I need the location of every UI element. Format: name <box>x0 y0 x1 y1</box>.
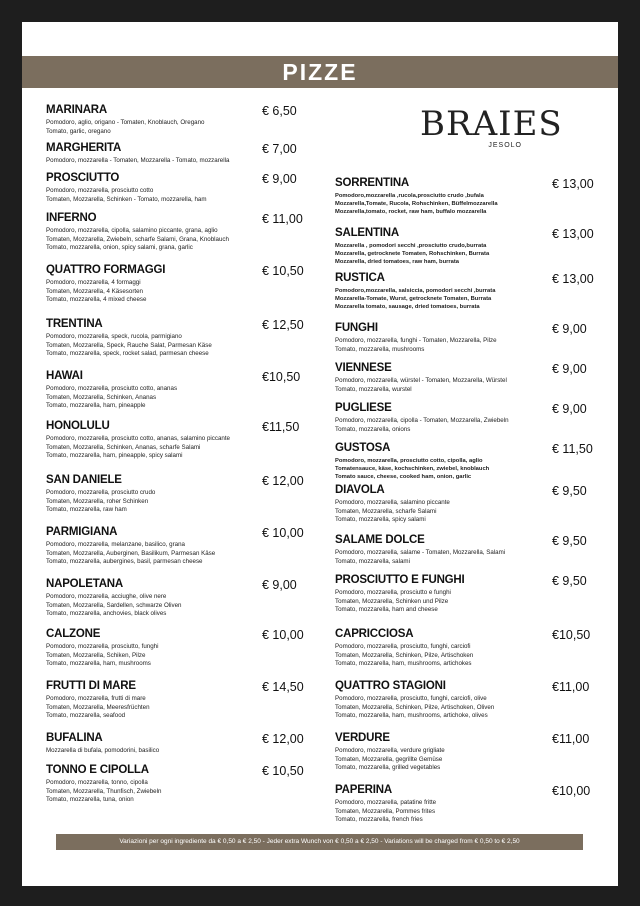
item-description <box>46 541 215 567</box>
description-line: Pomodoro, mozzarella, prosciutto cotto, ananas <box>46 385 178 392</box>
description-line: Tomato, mozzarella, ham and cheese <box>335 606 438 614</box>
description-line: Tomato, garlic, oregano <box>46 127 111 135</box>
description-line: Tomaten, Mozzarella, Pommes frites <box>335 807 436 815</box>
description-line: Tomato, mozzarella, 4 mixed cheese <box>46 296 147 304</box>
item-name: NAPOLETANA <box>46 578 124 590</box>
item-name: VIENNESE <box>335 362 392 374</box>
item-description <box>335 337 497 354</box>
description-line: Tomaten, Mozzarella, Sardellen, schwarze Oliven <box>46 601 182 609</box>
description-line: Pomodoro, mozzarella, salamino piccante <box>335 499 450 506</box>
description-line: Tomaten, Mozzarella, Schinken, Pilze, Artischoken <box>335 651 474 659</box>
item-description <box>46 489 155 515</box>
description-line: Pomodoro, mozzarella, speck, rucola, parmigiano <box>46 333 182 340</box>
item-price: € 10,50 <box>262 764 304 778</box>
description-line: Tomato, mozzarella, ham, pineapple <box>46 402 146 410</box>
description-line: Pomodoro, mozzarella, prosciutto cotto, cipolla, aglio <box>335 458 483 464</box>
item-price: € 14,50 <box>262 680 304 694</box>
item-price: €11,00 <box>552 732 590 746</box>
item-price: € 7,00 <box>262 142 297 156</box>
item-description <box>46 333 212 359</box>
description-line: Tomaten, Mozzarella, Thunfisch, Zwiebeln <box>46 787 162 795</box>
item-price: € 10,00 <box>262 526 304 540</box>
description-line: Pomodoro, mozzarella, prosciutto, funghi, carciofi <box>335 643 471 650</box>
description-line: Tomaten, Mozzarella, roher Schinken <box>46 497 149 505</box>
description-line: Tomaten, Mozzarella, Meeresfrüchten <box>46 703 150 711</box>
item-name: INFERNO <box>46 212 97 224</box>
description-line: Tomato, mozzarella, french fries <box>335 816 423 824</box>
description-line: Tomato, mozzarella, speck, rocket salad, parmesan cheese <box>46 350 209 358</box>
description-line: Tomaten, Mozzarella, Speck, Rauche Salat, Parmesan Käse <box>46 341 212 349</box>
item-name: MARINARA <box>46 104 108 116</box>
item-description <box>335 549 505 566</box>
description-line: Tomaten, Mozzarella, Schinken und Pilze <box>335 597 449 605</box>
description-line: Tomato, mozzarella, ham, mushrooms <box>46 660 151 668</box>
description-line: Tomaten, Mozzarella, Schiken, Pilze <box>46 651 146 659</box>
description-line: Pomodoro, mozzarella, funghi - Tomaten, Mozzarella, Pilze <box>335 337 497 344</box>
description-line: Pomodoro, mozzarella, würstel - Tomaten, Mozzarella, Würstel <box>335 377 507 384</box>
item-price: €10,00 <box>552 784 591 798</box>
description-line: Tomatensauce, käse, kochschinken, zwiebel, knoblauch <box>335 466 490 473</box>
description-line: Pomodoro, aglio, origano - Tomaten, Knoblauch, Oregano <box>46 119 205 126</box>
description-line: Tomato, mozzarella, anchovies, black olives <box>46 610 167 618</box>
item-price: € 9,00 <box>262 172 297 186</box>
description-line: Tomaten, Mozzarella, Schinken - Tomato, mozzarella, ham <box>46 195 207 203</box>
item-price: € 9,00 <box>552 362 587 376</box>
item-name: TONNO E CIPOLLA <box>46 764 149 776</box>
description-line: Tomaten, Mozzarella, gegrillte Gemüse <box>335 755 443 763</box>
item-description <box>335 589 451 615</box>
description-line: Tomato, mozzarella, mushrooms <box>335 345 425 353</box>
description-line: Tomato, mozzarella, ham, pineapple, spicy salami <box>46 452 183 460</box>
item-price: € 9,50 <box>552 534 587 548</box>
description-line: Tomato, mozzarella, grilled vegetables <box>335 764 441 772</box>
item-price: € 13,00 <box>552 227 594 241</box>
description-line: Pomodoro, mozzarella, verdure grigliate <box>335 747 445 754</box>
description-line: Pomodoro, mozzarella - Tomaten, Mozzarella - Tomato, mozzarella <box>46 157 230 164</box>
item-name: SORRENTINA <box>335 177 410 189</box>
description-line: Tomato, mozzarella, tuna, onion <box>46 796 134 804</box>
item-description <box>46 385 177 411</box>
item-price: €11,50 <box>262 420 300 434</box>
item-name: HONOLULU <box>46 420 110 432</box>
restaurant-logo <box>420 104 563 149</box>
item-description <box>46 187 206 204</box>
menu-page <box>22 22 618 886</box>
description-line: Tomato, mozzarella, salami <box>335 557 410 565</box>
item-name: PROSCIUTTO E FUNGHI <box>335 574 465 586</box>
description-line: Pomodoro, mozzarella, tonno, cipolla <box>46 779 148 786</box>
description-line: Pomodoro, mozzarella, salame - Tomaten, Mozzarella, Salami <box>335 549 506 556</box>
description-line: Pomodoro,mozzarella, salsiccia, pomodori secchi ,burrata <box>335 288 496 294</box>
item-price: € 9,50 <box>552 484 587 498</box>
description-line: Mozzarella, dried tomatoes, raw ham, burrata <box>335 259 460 266</box>
logo-main-text: BRAIES <box>420 104 563 144</box>
description-line: Mozzarella, getrocknete Tomaten, Rohschinken, Burrata <box>335 251 490 258</box>
item-description <box>46 227 229 253</box>
item-description <box>335 747 445 773</box>
item-description <box>335 242 489 267</box>
item-name: MARGHERITA <box>46 142 122 154</box>
item-description <box>335 417 509 434</box>
item-name: CAPRICCIOSA <box>335 628 414 640</box>
description-line: Pomodoro, mozzarella, cipolla, salamino piccante, grana, aglio <box>46 227 218 234</box>
item-description <box>46 279 146 305</box>
description-line: Pomodoro, mozzarella, melanzane, basilico, grana <box>46 541 185 548</box>
description-line: Pomodoro, mozzarella, cipolla - Tomaten, Mozzarella, Zwiebeln <box>335 417 509 424</box>
description-line: Pomodoro, mozzarella, patatine fritte <box>335 799 437 806</box>
item-price: € 13,00 <box>552 272 594 286</box>
item-description <box>335 287 495 312</box>
item-name: PARMIGIANA <box>46 526 118 538</box>
item-price: € 9,50 <box>552 574 587 588</box>
item-price: € 12,00 <box>262 732 304 746</box>
item-name: QUATTRO FORMAGGI <box>46 264 166 276</box>
item-name: SALENTINA <box>335 227 400 239</box>
item-description <box>335 377 507 394</box>
item-name: FRUTTI DI MARE <box>46 680 136 692</box>
item-price: € 9,00 <box>552 322 587 336</box>
item-name: PUGLIESE <box>335 402 392 414</box>
item-name: SAN DANIELE <box>46 474 122 486</box>
item-price: €10,50 <box>552 628 591 642</box>
item-name: VERDURE <box>335 732 390 744</box>
item-description <box>46 157 229 166</box>
item-description <box>46 435 230 461</box>
description-line: Tomato sauce, cheese, cooked ham, onion, garlic <box>335 474 472 481</box>
item-description <box>335 192 498 217</box>
description-line: Tomato, mozzarella, spicy salami <box>335 516 426 524</box>
description-line: Pomodoro, mozzarella, 4 formaggi <box>46 279 141 286</box>
item-name: PROSCIUTTO <box>46 172 120 184</box>
description-line: Pomodoro, mozzarella, prosciutto cotto <box>46 187 154 194</box>
item-price: € 12,50 <box>262 318 304 332</box>
description-line: Tomato, mozzarella, onions <box>335 425 411 433</box>
description-line: Tomato, mozzarella, raw ham <box>46 506 127 514</box>
description-line: Mozzarella di bufala, pomodorini, basilico <box>46 747 160 754</box>
item-name: TRENTINA <box>46 318 103 330</box>
item-description <box>335 499 450 525</box>
description-line: Tomato, mozzarella, ham, mushrooms, artichoke, olives <box>335 712 488 720</box>
item-description <box>46 119 204 136</box>
item-price: € 11,50 <box>552 442 593 456</box>
title-banner <box>22 56 618 88</box>
item-price: €10,50 <box>262 370 301 384</box>
description-line: Pomodoro,mozzarella ,rucola,prosciutto crudo ,bufala <box>335 193 484 199</box>
item-price: € 10,50 <box>262 264 304 278</box>
description-line: Pomodoro, mozzarella, prosciutto crudo <box>46 489 156 496</box>
item-price: € 11,00 <box>262 212 303 226</box>
item-description <box>335 457 489 482</box>
description-line: Tomaten, Mozzarella, 4 Käsesorten <box>46 287 143 295</box>
item-price: € 10,00 <box>262 628 304 642</box>
description-line: Mozzarella tomato, sausage, dried tomatoes, burrata <box>335 304 480 311</box>
description-line: Pomodoro, mozzarella, frutti di mare <box>46 695 146 702</box>
item-name: DIAVOLA <box>335 484 385 496</box>
description-line: Pomodoro, mozzarella, prosciutto, funghi <box>46 643 159 650</box>
footer-text: Variazioni per ogni ingrediente da € 0,50 a € 2,50 - Jeder extra Wunch von € 0,50 a € 2,50 - Variations will be charged from € 0,50 to € 2,50 <box>119 838 520 845</box>
item-description <box>46 695 150 721</box>
item-description <box>335 643 473 669</box>
item-price: € 12,00 <box>262 474 304 488</box>
description-line: Tomaten, Mozzarella, Schinken, Ananas, scharfe Salami <box>46 443 201 451</box>
description-line: Mozzarella , pomodori secchi ,prosciutto crudo,burrata <box>335 243 487 249</box>
description-line: Tomato, mozzarella, aubergines, basil, parmesan cheese <box>46 558 203 566</box>
description-line: Pomodoro, mozzarella, prosciutto cotto, ananas, salamino piccante <box>46 435 231 442</box>
description-line: Tomaten, Mozzarella, Schinken, Ananas <box>46 393 157 401</box>
description-line: Tomato, mozzarella, ham, mushrooms, artichokes <box>335 660 472 668</box>
footer-banner <box>56 834 583 850</box>
description-line: Tomato, mozzarella, wurstel <box>335 385 412 393</box>
description-line: Tomaten, Mozzarella, Auberginen, Basilikum, Parmesan Käse <box>46 549 216 557</box>
item-description <box>46 779 161 805</box>
item-name: PAPERINA <box>335 784 392 796</box>
item-description <box>46 593 182 619</box>
item-name: FUNGHI <box>335 322 378 334</box>
description-line: Pomodoro, mozzarella, prosciutto, funghi, carciofi, olive <box>335 695 487 702</box>
item-description <box>46 747 159 756</box>
item-price: € 6,50 <box>262 104 297 118</box>
item-price: € 13,00 <box>552 177 594 191</box>
description-line: Tomaten, Mozzarella, scharfe Salami <box>335 507 437 515</box>
description-line: Tomaten, Mozzarella, Zwiebeln, scharfe Salami, Grana, Knoblauch <box>46 235 229 243</box>
description-line: Tomato, mozzarella, onion, spicy salami, grana, garlic <box>46 244 193 252</box>
item-name: BUFALINA <box>46 732 103 744</box>
item-name: GUSTOSA <box>335 442 391 454</box>
item-price: €11,00 <box>552 680 590 694</box>
item-description <box>46 643 158 669</box>
logo-sub-text: JESOLO <box>488 142 522 149</box>
page-title: PIZZE <box>282 59 358 85</box>
item-name: RUSTICA <box>335 272 385 284</box>
description-line: Mozzarella,tomato, rocket, raw ham, buffalo mozzarella <box>335 209 487 216</box>
description-line: Mozzarella-Tomate, Wurst, getrocknete Tomaten, Burrata <box>335 296 492 303</box>
description-line: Pomodoro, mozzarella, acciughe, olive nere <box>46 593 167 600</box>
description-line: Tomato, mozzarella, seafood <box>46 712 126 720</box>
description-line: Mozzarella,Tomate, Rucola, Rohschinken, Büffelmozzarella <box>335 201 498 208</box>
description-line: Tomaten, Mozzarella, Schinken, Pilze, Artischoken, Oliven <box>335 703 495 711</box>
item-description <box>335 695 494 721</box>
item-price: € 9,00 <box>262 578 297 592</box>
item-name: SALAME DOLCE <box>335 534 425 546</box>
item-price: € 9,00 <box>552 402 587 416</box>
item-name: HAWAI <box>46 370 83 382</box>
item-name: CALZONE <box>46 628 101 640</box>
item-name: QUATTRO STAGIONI <box>335 680 446 692</box>
item-description <box>335 799 436 825</box>
description-line: Pomodoro, mozzarella, prosciutto e funghi <box>335 589 451 596</box>
